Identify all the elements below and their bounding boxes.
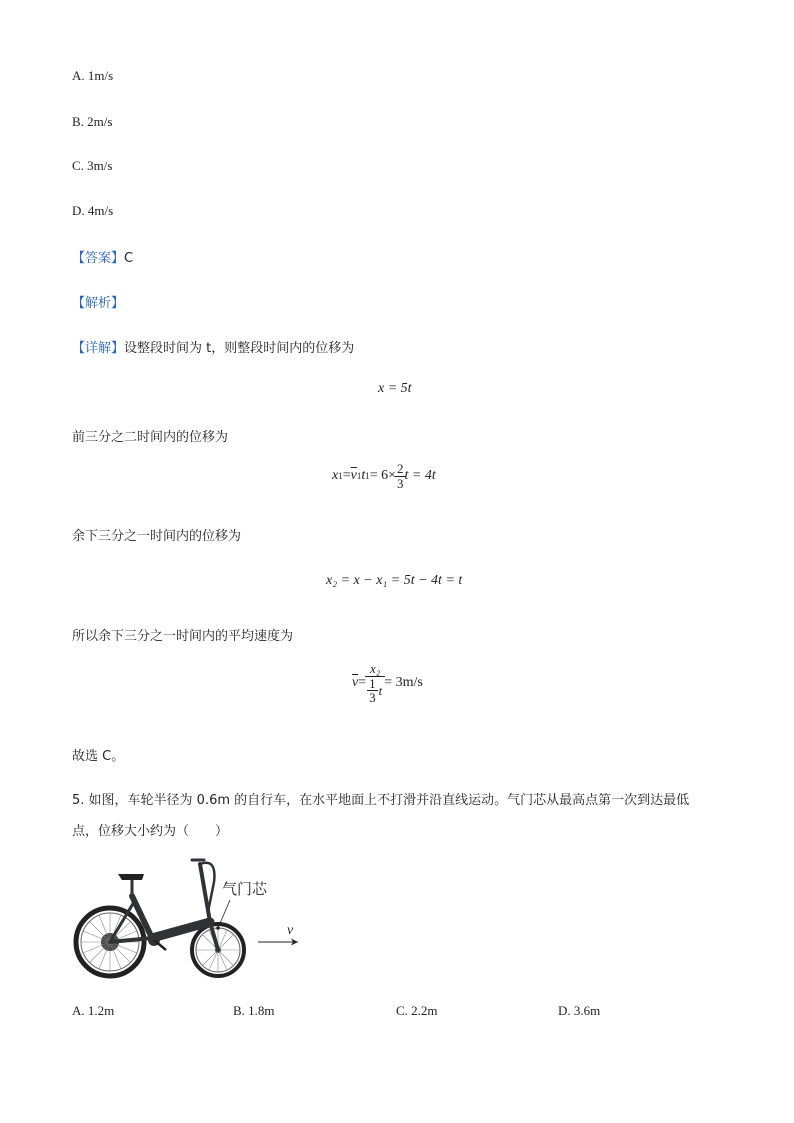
eq4-den-num: 1: [369, 675, 376, 691]
analysis-tag: 【解析】: [72, 296, 125, 311]
choice-d: D. 3.6m: [558, 1003, 601, 1018]
equation-total-displacement: x = 5t: [378, 381, 412, 396]
valve-core-dot: [216, 926, 220, 930]
eq2-x: x: [332, 468, 339, 484]
velocity-label: v: [287, 923, 294, 938]
eq4-result: = 3m/s: [384, 675, 423, 691]
bicycle-frame: [110, 860, 218, 950]
option-d-prev: D. 4m/s: [72, 203, 114, 218]
eq2-fraction: [396, 462, 405, 490]
eq2-sub: 1: [338, 471, 343, 482]
answer-tag: 【答案】: [72, 251, 125, 266]
line-first-two-thirds: 前三分之二时间内的位移为: [72, 430, 229, 445]
bicycle-illustration: [72, 852, 312, 984]
eq4-den-t: t: [378, 682, 383, 698]
eq2-den: 3: [397, 475, 404, 491]
answer-value: C: [124, 251, 134, 266]
line-average-speed: 所以余下三分之一时间内的平均速度为: [72, 629, 294, 644]
eq2-v: $\overline{v}$: [350, 468, 357, 484]
eq4-equals: =: [358, 675, 367, 691]
eq2-times: = 6×: [369, 468, 397, 484]
eq4-den-den: 3: [369, 690, 376, 706]
option-b-prev: B. 2m/s: [72, 114, 113, 129]
valve-label: 气门芯: [222, 880, 268, 898]
q5-line1: 5. 如图，车轮半径为 0.6m 的自行车，在水平地面上不打滑并沿直线运动。气门芯从最高点第一次到达最低: [72, 793, 690, 808]
option-a-prev: A. 1m/s: [72, 68, 114, 83]
option-c-prev: C. 3m/s: [72, 158, 113, 173]
bicycle-figure: [72, 852, 312, 984]
detail-tag: 【详解】: [72, 341, 125, 356]
q5-line2: 点，位移大小约为（ ）: [72, 824, 229, 839]
eq2-after: t = 4t: [404, 468, 436, 484]
choice-b: B. 1.8m: [233, 1003, 275, 1018]
detail-text: 设整段时间为 t，则整段时间内的位移为: [124, 341, 355, 356]
equation-first-displacement: [332, 462, 436, 490]
eq2-equals: =: [342, 468, 351, 484]
eq4-den-fraction: [367, 677, 378, 705]
seat: [118, 874, 144, 880]
conclusion: 故选 C。: [72, 749, 125, 764]
answer-line: [72, 247, 133, 266]
equation-second-displacement: x₂ = x − x₁ = 5t − 4t = t: [326, 573, 463, 588]
eq2-t: t: [361, 468, 366, 484]
eq4-num: x₂: [370, 661, 381, 676]
eq2-tsub: 1: [365, 471, 370, 482]
line-last-third: 余下三分之一时间内的位移为: [72, 529, 242, 544]
eq2-vsub: 1: [356, 471, 362, 482]
equation-average-speed: [352, 662, 423, 705]
eq4-den: [366, 677, 384, 705]
detail-line: [72, 337, 354, 356]
eq2-num: 2: [397, 461, 404, 476]
eq4-fraction: [366, 662, 384, 705]
eq4-v: $\overline{v}$: [352, 675, 359, 691]
choice-a: A. 1.2m: [72, 1003, 115, 1018]
choice-c: C. 2.2m: [396, 1003, 438, 1018]
